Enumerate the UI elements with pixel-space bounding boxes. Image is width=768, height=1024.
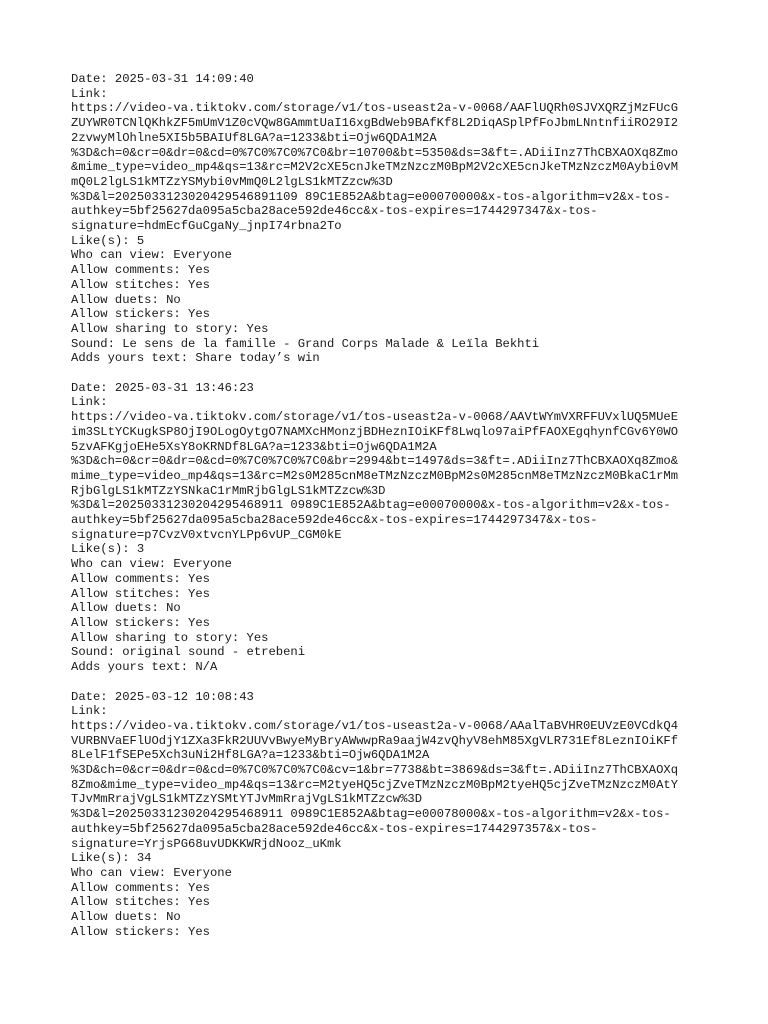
link-url-line: im3SLtYCKugkSP8OjI9OLogOytgO7NAMXcHMonzjBDHeznIOiKFf8Lwqlo97aiPfFAOXEgqhynfCGv6Y0WO [71,424,679,439]
link-url-line: %3D&ch=0&cr=0&dr=0&cd=0%7C0%7C0%7C0&cv=1&br=7738&bt=3869&ds=3&ft=.ADiiInz7ThCBXAOXq [71,763,679,778]
likes-count: Like(s): 3 [71,542,145,557]
link-url-line: https://video-va.tiktokv.com/storage/v1/tos-useast2a-v-0068/AAVtWYmVXRFFUVxlUQ5MUeE [71,410,679,425]
link-url-line: signature=YrjsPG68uvUDKKWRjdNooz_uKmk [71,836,342,851]
link-label: Link: [71,86,108,101]
link-url-line: TJvMmRrajVgLS1kMTZzYSMtYTJvMmRrajVgLS1kMTZzcw%3D [71,792,423,807]
allow-sharing-to-story: Allow sharing to story: Yes [71,321,269,336]
link-url-line: 8LelF1fSEPe5Xch3uNi2Hf8LGA?a=1233&bti=Ojw6QDA1M2A [71,748,430,763]
video-entry [71,381,701,675]
allow-stickers: Allow stickers: Yes [71,616,210,630]
link-url-line: ZUYWR0TCNlQKhkZF5mUmV1Z0cVQw8GAmmtUaI16xgBdWeb9BAfKf8L2DiqASplPfFoJbmLNntnfiiRO29I2 [71,116,679,131]
likes-count: Like(s): 34 [71,851,152,866]
entry-date: Date: 2025-03-31 13:46:23 [71,380,254,395]
document-page [71,72,701,954]
allow-sharing-to-story: Allow sharing to story: Yes [71,630,269,645]
link-url-line: 5zvAFKgjoEHe5XsY8oKRNDf8LGA?a=1233&bti=Ojw6QDA1M2A [71,439,437,454]
link-url-line: 8Zmo&mime_type=video_mp4&qs=13&rc=M2tyeHQ5cjZveTMzNzczM0BpM2tyeHQ5cjZveTMzNzczM0AtY [71,777,679,792]
allow-stickers: Allow stickers: Yes [71,924,210,939]
link-url-line: %3D&l=20250331230204295468911 0989C1E852A&btag=e00070000&x-tos-algorithm=v2&x-tos- [71,498,671,513]
link-url-line: %3D&ch=0&cr=0&dr=0&cd=0%7C0%7C0%7C0&br=10700&bt=5350&ds=3&ft=.ADiiInz7ThCBXAOXq8Zmo [71,145,679,160]
link-url-line: https://video-va.tiktokv.com/storage/v1/tos-useast2a-v-0068/AAalTaBVHR0EUVzE0VCdkQ4 [71,718,679,733]
entry-date: Date: 2025-03-31 14:09:40 [71,72,254,86]
link-url-line: %3D&ch=0&cr=0&dr=0&cd=0%7C0%7C0%7C0&br=2994&bt=1497&ds=3&ft=.ADiiInz7ThCBXAOXq8Zmo& [71,454,679,469]
link-url-line: authkey=5bf25627da095a5cba28ace592de46cc&x-tos-expires=1744297347&x-tos- [71,513,598,528]
link-url-line: 2zvwyMlOhlne5XI5b5BAIUf8LGA?a=1233&bti=Ojw6QDA1M2A [71,130,437,145]
link-url-line: %3D&l=2025033123020429546891109 89C1E852A&btag=e00070000&x-tos-algorithm=v2&x-tos- [71,189,671,204]
allow-duets: Allow duets: No [71,601,181,616]
video-entry [71,690,701,940]
sound: Sound: Le sens de la famille - Grand Corps Malade & Leïla Bekhti [71,336,540,351]
who-can-view: Who can view: Everyone [71,865,232,880]
link-label: Link: [71,395,108,410]
link-url-line: authkey=5bf25627da095a5cba28ace592de46cc&x-tos-expires=1744297357&x-tos- [71,821,598,836]
link-url-line: https://video-va.tiktokv.com/storage/v1/tos-useast2a-v-0068/AAFlUQRh0SJVXQRZjMzFUcG [71,101,679,116]
link-url-line: VURBNVaEFlUOdjY1ZXa3FkR2UUVvBwyeMyBryAWwwpRa9aajW4zvQhyV8ehM85XgVLR731Ef8LeznIOiKFf [71,733,679,748]
allow-duets: Allow duets: No [71,910,181,925]
who-can-view: Who can view: Everyone [71,248,232,263]
link-url-line: signature=p7CvzV0xtvcnYLPp6vUP_CGM0kE [71,527,342,542]
link-url-line: signature=hdmEcfGuCgaNy_jnpI74rbna2To [71,219,342,234]
sound: Sound: original sound - etrebeni [71,645,306,660]
video-entry [71,72,701,366]
allow-duets: Allow duets: No [71,292,181,307]
allow-stitches: Allow stitches: Yes [71,895,210,910]
likes-count: Like(s): 5 [71,233,145,248]
link-url-line: &mime_type=video_mp4&qs=13&rc=M2V2cXE5cnJkeTMzNzczM0BpM2V2cXE5cnJkeTMzNzczM0Aybi0vM [71,160,679,175]
link-url-line: %3D&l=20250331230204295468911 0989C1E852A&btag=e00078000&x-tos-algorithm=v2&x-tos- [71,807,671,822]
link-url-line: mQ0L2lgLS1kMTZzYSMybi0vMmQ0L2lgLS1kMTZzcw%3D [71,174,393,189]
link-label: Link: [71,704,108,719]
entry-date: Date: 2025-03-12 10:08:43 [71,689,254,704]
link-url-line: authkey=5bf25627da095a5cba28ace592de46cc&x-tos-expires=1744297347&x-tos- [71,204,598,219]
allow-comments: Allow comments: Yes [71,263,210,278]
allow-comments: Allow comments: Yes [71,880,210,895]
allow-stickers: Allow stickers: Yes [71,307,210,322]
adds-yours-text: Adds yours text: N/A [71,660,218,675]
link-url-line: RjbGlgLS1kMTZzYSNkaC1rMmRjbGlgLS1kMTZzcw%3D [71,483,386,498]
adds-yours-text: Adds yours text: Share today’s win [71,351,320,366]
link-url-line: mime_type=video_mp4&qs=13&rc=M2s0M285cnM8eTMzNzczM0BpM2s0M285cnM8eTMzNzczM0BkaC1rMm [71,468,679,483]
allow-stitches: Allow stitches: Yes [71,277,210,292]
allow-stitches: Allow stitches: Yes [71,586,210,601]
who-can-view: Who can view: Everyone [71,557,232,572]
allow-comments: Allow comments: Yes [71,571,210,586]
